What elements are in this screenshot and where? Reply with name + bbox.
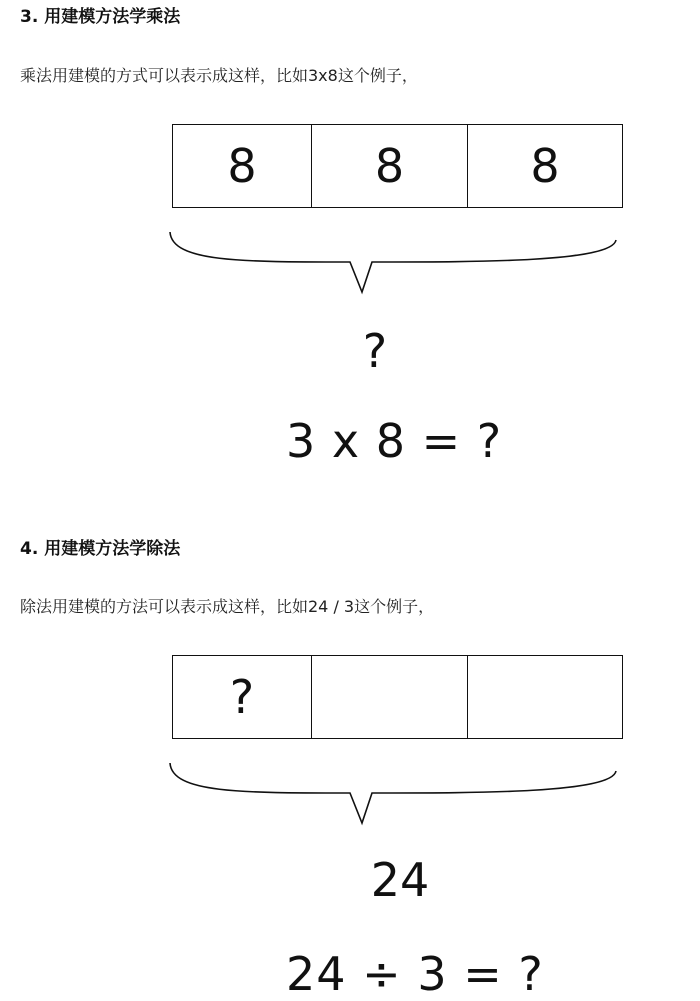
section-4-description: 除法用建模的方法可以表示成这样，比如24 / 3这个例子， [20,597,435,616]
bar-cell: 8 [312,124,468,208]
division-equation: 24 ÷ 3 = ? [286,947,544,1001]
multiplication-equation: 3 x 8 = ? [286,414,503,468]
bar-cell: 8 [172,124,312,208]
section-3-description: 乘法用建模的方式可以表示成这样，比如3x8这个例子， [20,66,418,85]
division-total: 24 [370,853,430,907]
section-4-heading: 4. 用建模方法学除法 [20,539,181,559]
bar-cell: 8 [468,124,623,208]
bar-cell: ? [172,655,312,739]
multiplication-total: ? [362,324,388,378]
section-3-heading: 3. 用建模方法学乘法 [20,7,181,27]
